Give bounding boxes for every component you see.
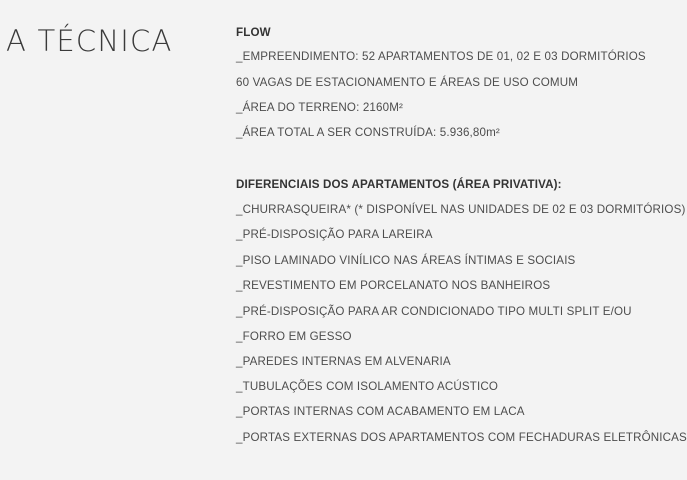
project-name: FLOW bbox=[236, 26, 271, 39]
spec-line-area-construida: _ÁREA TOTAL A SER CONSTRUÍDA: 5.936,80m² bbox=[236, 126, 500, 139]
list-item: _PRÉ-DISPOSIÇÃO PARA LAREIRA bbox=[236, 228, 433, 241]
list-item: _PRÉ-DISPOSIÇÃO PARA AR CONDICIONADO TIPO MULTI SPLIT E/OU bbox=[236, 305, 632, 318]
diferenciais-title: DIFERENCIAIS DOS APARTAMENTOS (ÁREA PRIVATIVA): bbox=[236, 178, 562, 191]
list-item: _PORTAS INTERNAS COM ACABAMENTO EM LACA bbox=[236, 405, 525, 418]
list-item: _CHURRASQUEIRA* (* DISPONÍVEL NAS UNIDADES DE 02 E 03 DORMITÓRIOS) bbox=[236, 203, 686, 216]
list-item: _REVESTIMENTO EM PORCELANATO NOS BANHEIROS bbox=[236, 279, 551, 292]
spec-line-area-terreno: _ÁREA DO TERRENO: 2160M² bbox=[236, 101, 404, 114]
list-item: _PAREDES INTERNAS EM ALVENARIA bbox=[236, 355, 451, 368]
technical-sheet bbox=[236, 0, 687, 480]
spec-line-empreendimento: _EMPREENDIMENTO: 52 APARTAMENTOS DE 01, 02 E 03 DORMITÓRIOS bbox=[236, 50, 646, 63]
page-title: A TÉCNICA bbox=[6, 24, 173, 58]
spec-line-vagas: 60 VAGAS DE ESTACIONAMENTO E ÁREAS DE USO COMUM bbox=[236, 76, 579, 89]
list-item: _PORTAS EXTERNAS DOS APARTAMENTOS COM FECHADURAS ELETRÔNICAS bbox=[236, 431, 687, 444]
list-item: _TUBULAÇÕES COM ISOLAMENTO ACÚSTICO bbox=[236, 380, 499, 393]
list-item: _FORRO EM GESSO bbox=[236, 330, 352, 343]
list-item: _PISO LAMINADO VINÍLICO NAS ÁREAS ÍNTIMAS E SOCIAIS bbox=[236, 254, 576, 267]
